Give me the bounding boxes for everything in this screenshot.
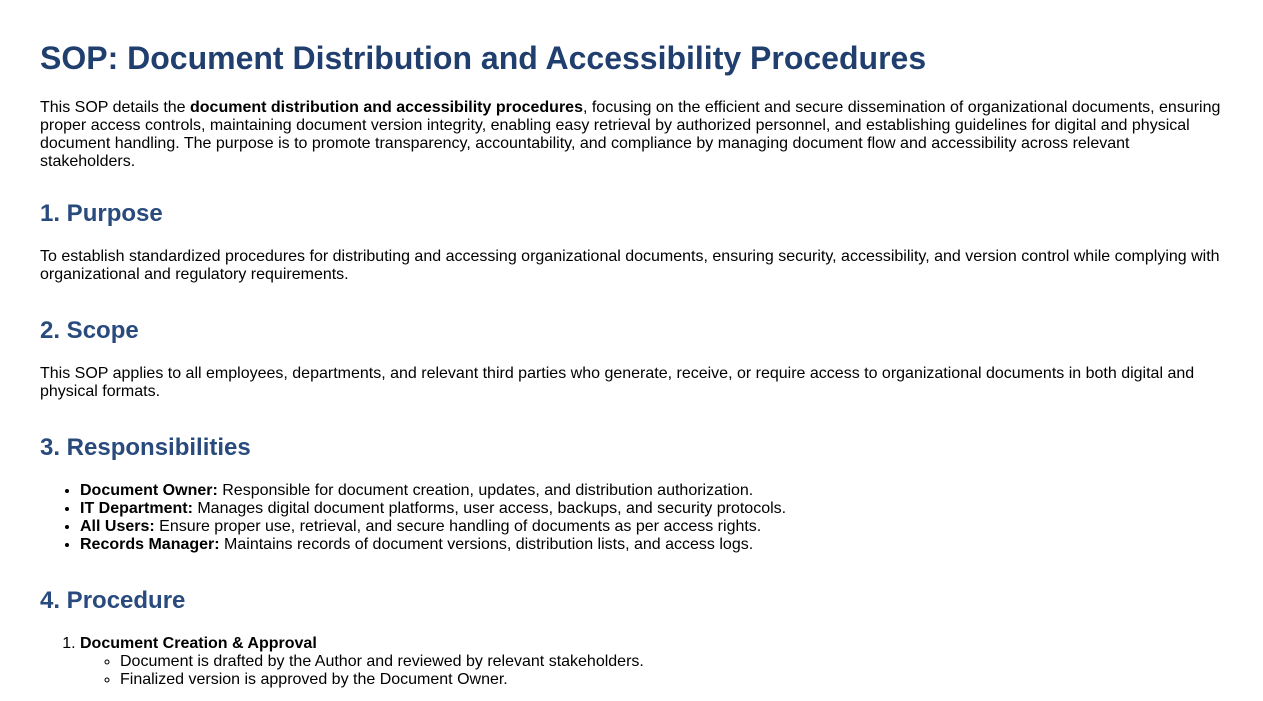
responsibilities-list <box>40 482 1223 554</box>
purpose-text: To establish standardized procedures for distributing and accessing organizational documents, ensuring security, accessibility, and version control while complying with organizational and regulatory requirements. <box>40 248 1220 283</box>
list-item <box>80 482 1223 500</box>
role-label: All Users: <box>80 518 155 535</box>
intro-prefix: This SOP details the <box>40 99 190 116</box>
intro-paragraph <box>40 99 1223 171</box>
role-label: Document Owner: <box>80 482 218 499</box>
list-item <box>80 518 1223 536</box>
role-label: IT Department: <box>80 500 193 517</box>
role-label: Records Manager: <box>80 536 220 553</box>
list-item <box>80 536 1223 554</box>
role-description: Manages digital document platforms, user access, backups, and security protocols. <box>192 500 787 517</box>
scope-heading: 2. Scope <box>40 317 139 344</box>
list-item: ◦ Finalized version is approved by the Document Owner. <box>120 671 1223 689</box>
step-subitems <box>80 653 1223 689</box>
procedure-step <box>80 635 1223 689</box>
page-title: SOP: Document Distribution and Accessibility Procedures <box>40 40 927 76</box>
role-description: Maintains records of document versions, distribution lists, and access logs. <box>219 536 754 553</box>
intro-bold-phrase: document distribution and accessibility procedures <box>190 99 583 116</box>
responsibilities-heading: 3. Responsibilities <box>40 434 251 461</box>
role-description: Ensure proper use, retrieval, and secure handling of documents as per access rights. <box>154 518 762 535</box>
document-page <box>0 38 1263 701</box>
list-item <box>80 500 1223 518</box>
list-item: ◦ Document is drafted by the Author and reviewed by relevant stakeholders. <box>120 653 1223 671</box>
intro-suffix: , focusing on the efficient and secure dissemination of organizational documents, ensuring proper access controls, maintaining document version integrity, enabling easy retrieval by authorized personnel, and establishing guidelines for digital and physical document handling. The purpose is to promote transparency, accountability, and compliance by managing document flow and accessibility across relevant stakeholders. <box>40 99 1221 170</box>
role-description: Responsible for document creation, updates, and distribution authorization. <box>217 482 754 499</box>
procedure-steps <box>40 635 1223 689</box>
procedure-heading: 4. Procedure <box>40 587 186 614</box>
scope-text: This SOP applies to all employees, departments, and relevant third parties who generate, receive, or require access to organizational documents in both digital and physical formats. <box>40 365 1195 400</box>
step-title: Document Creation & Approval <box>80 635 317 652</box>
purpose-heading: 1. Purpose <box>40 200 163 227</box>
